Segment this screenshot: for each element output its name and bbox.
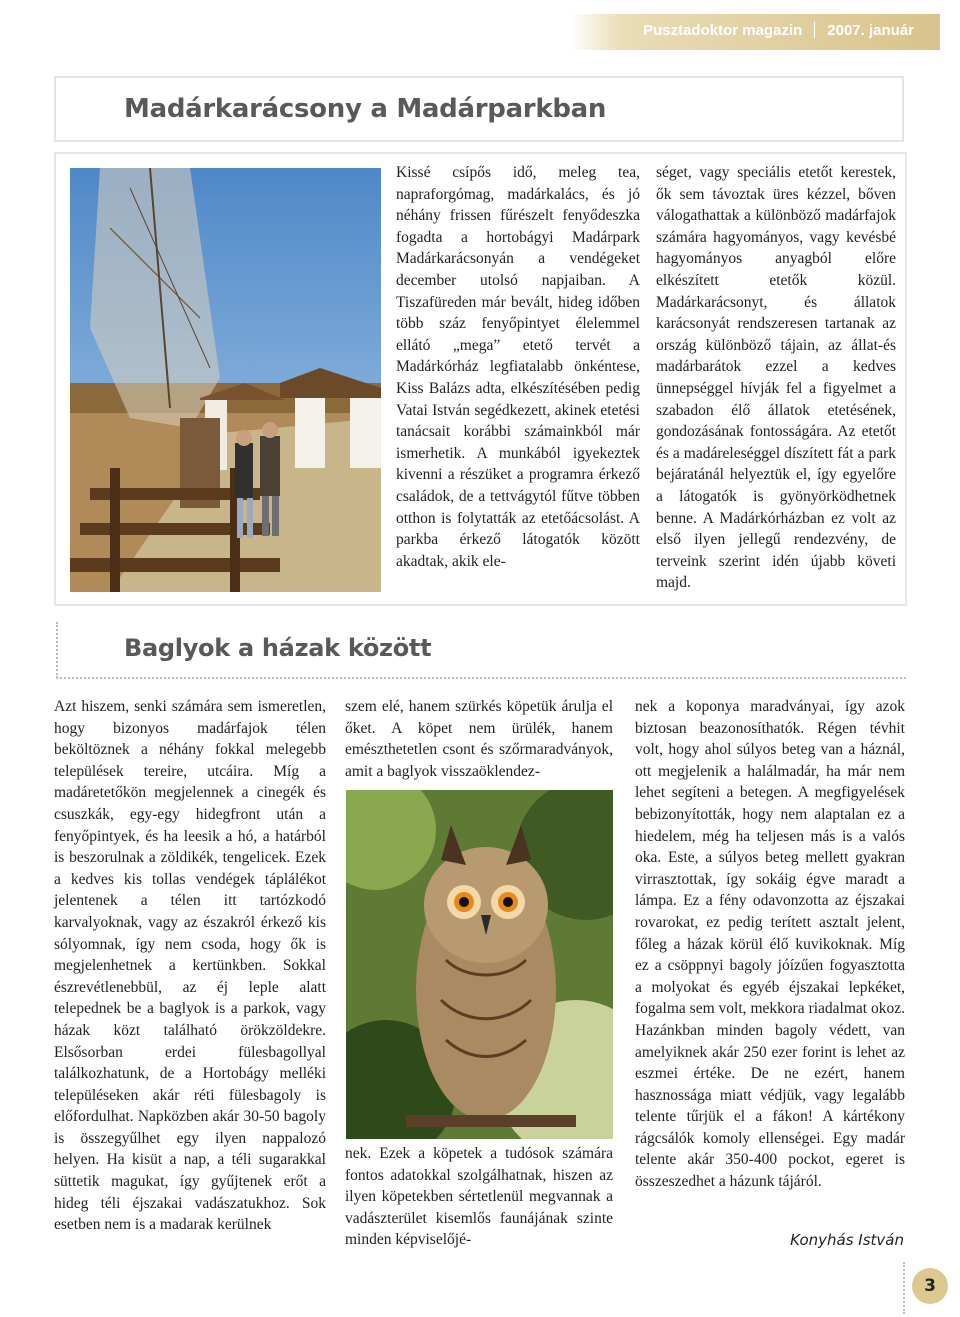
owl-article-column-2-top: szem elé, hanem szürkés köpetük árulja el őket. A köpet nem ürülék, hanem emészthetetlen csont és szőrmaradványok, amit a baglyok visszaöklendez- xyxy=(345,698,613,780)
page-number-divider xyxy=(903,1262,905,1314)
article-column-2: séget, vagy speciális etetőt kerestek, ők sem távoztak üres kézzel, bőven válogathattak a különböző madárfajok számára hagyományos, vagy kevésbé hagyományos anyagból előre elkészített etetők közül. Madárkarácsonyt, és állatok karácsonyát rendszeresen tartanak az ország különböző tájain, az állat-és madárbarátok ezzel a kedves ünnepséggel hívják fel a figyelmet a szabadon élő állatok etetésének, gondozásának fontosságára. Az etetőt és a madáreleséggel díszített fát a park bejáratánál helyeztük el, így egyelőre a látogatók is gyönyörködhetnek benne. A Madárkórházban ez volt az első ilyen jellegű rendezvény, de terveink szerint idén újabb követi majd. xyxy=(656,164,896,592)
owl-article-column-1: Azt hiszem, senki számára sem ismeretlen, hogy bizonyos madárfajok télen beköltöznek a néhány fokkal melegebb települések tereire, utcáira. Míg a madáretetőkön megjelennek a cinegék és csuszkák, egy-egy hidegfront után a fenyőpintyek, és ha leesik a hó, a határból is beszorulnak a zöldikék, tengelicek. Ezek a kedves kis tollas vendégek táplálékot jelentenek a télen itt tartózkodó karvalyoknak, vagy az északról érkező kis sólyomnak, így nem csoda, hogy ők is megjelenhetnek a kertünkben. Sokkal észrevétlenebbül, az éj leple alatt telepednek be a baglyok is a parkok, vagy házak közt található örökzöldekre. Elsősorban erdei fülesbagollyal találkozhatunk, de a Hortobágy melléki településeken akár réti fülesbagoly is előfordulhat. Napközben akár 30-50 bagoly is összegyűlhet egy ilyen nappalozó helyen. Ha kisüt a nap, a téli sugarakkal süttetik magukat, így gyűjtenek erőt a hideg téli éjszakai vadászatukhoz. Sok esetben nem is a madarak kerülnek xyxy=(54,698,326,1234)
article-column-1: Kissé csípős idő, meleg tea, napraforgómag, madárkalács, és jó néhány frissen fűrészelt fenyődeszka fogadta a hortobágyi Madárpark Madárkarácsonyán a vendégeket december utolsó napjaiban. A Tiszafüreden már bevált, hideg időben több száz fenyőpintyet élelemmel ellátó „mega” etető tervét a Madárkórház legfiatalabb önkéntese, Kiss Balázs adta, elkészítésében pedig Vatai István segédkezett, akinek etetési tanácsait korábbi számainkból már ismerhetik. A munkából igyekeztek kivenni a részüket a programra érkező családok, de a tettvágytól fűtve többen otthon is folytatták az etetőácsolást. A parkba érkező látogatók között akadtak, akik ele- xyxy=(396,164,640,570)
magazine-name: Pusztadoktor magazin xyxy=(643,22,803,39)
header-separator xyxy=(814,22,815,38)
owl-photo xyxy=(346,790,613,1139)
section-title: Baglyok a házak között xyxy=(124,634,432,662)
owl-article-column-3: nek a koponya maradványai, így azok biztosan beazonosíthatók. Régen tévhit volt, hogy ahol súlyos beteg van a háznál, ott megjelenik a halálmadár, ha már nem lehet segíteni a betegen. A megfigyelések bebizonyították, hogy nem alaptalan ez a hiedelem, még ha teljesen más is a valós oka. Este, a súlyos beteg mellett gyakran virrasztottak, így sokáig égve maradt a lámpa. Ez a fény odavonzotta az éjszakai rovarokat, ez pedig terített asztalt jelent, főleg a házak körül élő kuvikoknak. Míg ez a csöppnyi bagoly jóízűen fogyasztotta a molyokat és egyéb éjszakai lepkéket, fogalma sem volt, mekkora riadalmat okoz. Hazánkban minden bagoly védett, van amelyiknek akár 250 ezer forint is lehet az eszmei értéke. De ne ezért, hanem hasznossága miatt védjük, vagy legalább telente tűrjük el a fákon! A kártékony rágcsálók komoly ellenségei. Egy madár telente akár 350-400 pockot, egeret is összeszedhet a házunk tájáról. xyxy=(635,698,905,1191)
page-number-badge: 3 xyxy=(912,1268,948,1304)
article-title: Madárkarácsony a Madárparkban xyxy=(124,94,607,124)
bird-feeder-photo xyxy=(70,168,381,592)
section-divider-vertical xyxy=(56,622,58,678)
owl-article-column-2-bottom: nek. Ezek a köpetek a tudósok számára fontos adatokkal szolgálhatnak, hiszen az ilyen köpetekben sértetlenül megvannak a vadászterület kisemlős faunájának szinte minden képviselőjé- xyxy=(345,1145,613,1249)
running-header xyxy=(643,22,914,39)
author-byline: Konyhás István xyxy=(790,1231,904,1249)
issue-date: 2007. január xyxy=(827,22,914,39)
section-divider-horizontal xyxy=(56,677,906,679)
